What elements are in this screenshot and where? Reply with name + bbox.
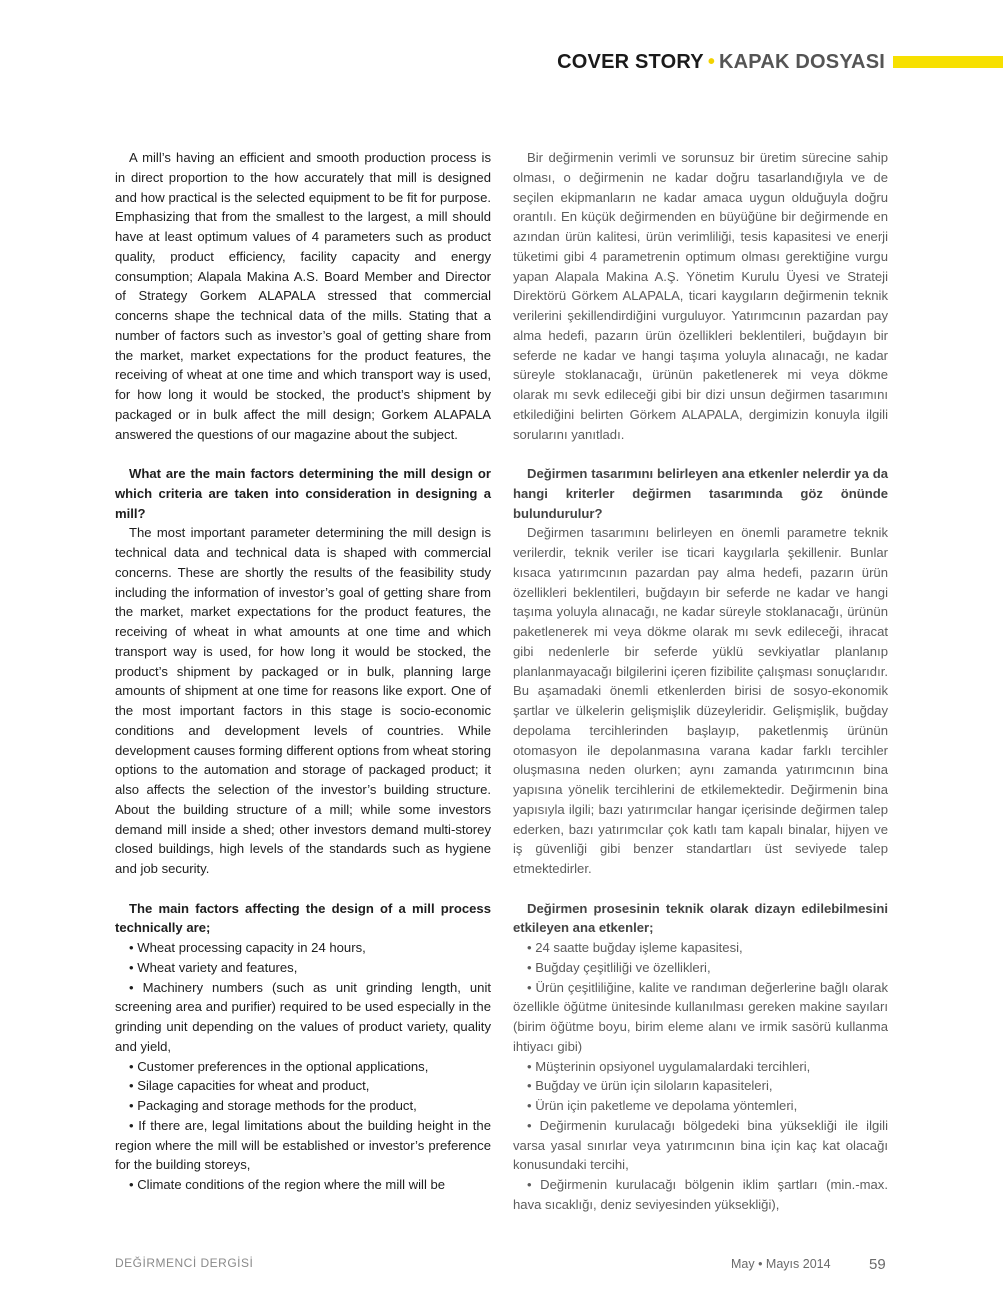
issue-date: May • Mayıs 2014 xyxy=(731,1257,831,1271)
question-heading: Değirmen tasarımını belirleyen ana etkenler nelerdir ya da hangi kriterler değirmen tasarımında göz önünde bulundurulur? xyxy=(513,466,888,521)
section-title-en: COVER STORY xyxy=(557,51,704,73)
bullet-item: • If there are, legal limitations about the building height in the region where the mill will be established or investor’s preference for the building storeys, xyxy=(115,1117,491,1173)
magazine-name: DEĞİRMENCİ DERGİSİ xyxy=(115,1256,254,1270)
paragraph-gap xyxy=(513,879,888,899)
bullet-item: • Machinery numbers (such as unit grinding length, unit screening area and purifier) required to be used especially in the grinding unit depending on the values of product variety, quality and yield, xyxy=(115,979,491,1054)
bullet-item: • Climate conditions of the region where the mill will be xyxy=(129,1177,446,1192)
turkish-column xyxy=(513,148,888,1215)
factors-heading: Değirmen prosesinin teknik olarak dizayn edilebilmesini etkileyen ana etkenler; xyxy=(513,900,888,936)
bullet-item: • Ürün için paketleme ve depolama yöntemleri, xyxy=(527,1098,798,1113)
bullet-item: • Buğday ve ürün için siloların kapasiteleri, xyxy=(527,1078,773,1094)
bullet-item: • Wheat variety and features, xyxy=(129,959,298,975)
factors-heading: The main factors affecting the design of a mill process technically are; xyxy=(115,900,491,936)
intro-paragraph: Bir değirmenin verimli ve sorunsuz bir üretim sürecine sahip olması, o değirmenin ne kadar doğru tasarlandığıyla ve de seçilen ekipmanların ne kadar amaca uygun olduğuyla doğru orantılı. En küçük değirmenden en büyüğüne bir değirmende en azından ürün kalitesi, ürün verimliliği, tesis kapasitesi ve enerji tüketimi gibi 4 parametrenin optimum olması gerektiğine vurgu yapan Alapala Makina A.Ş. Yönetim Kurulu Üyesi ve Strateji Direktörü Görkem ALAPALA, ticari kaygıların değirmenin teknik verilerini şekillendirdiğini vurguluyor. Yatırımcının pazardan pay alma hedefi, pazarın ürün özellikleri beklentileri, buğdayın bir seferde ne kadar ve hangi taşıma yoluyla alınacağı, ne kadar süreyle stoklanacağı, ürünün paketlenerek mi veya dökme olarak mı sevk edileceği gibi bir dizi unsun değirmen tasarımını etkilediğini belirten Görkem ALAPALA, dergimizin konuyla ilgili sorularını yanıtladı. xyxy=(513,150,888,442)
bullet-item: • Wheat processing capacity in 24 hours, xyxy=(129,940,366,955)
paragraph-gap xyxy=(115,444,491,464)
bullet-item: • Buğday çeşitliliği ve özellikleri, xyxy=(527,959,711,975)
answer-paragraph: Değirmen tasarımını belirleyen en önemli parametre teknik verilerdir, teknik veriler ise ticari kaygılarla şekillenir. Bunlar kısaca yatırımcının pazardan pay alma hedefi, pazarın ürün özellikleri beklentileri, buğdayın bir seferde ne kadar ve hangi taşıma yoluyla alınacağı, ne kadar süreyle stoklanacağı, ürünün paketlenerek mi veya dökme olarak mı sevk edileceği, ihracat gibi nedenlerle bir seferde yüklü sevkiyatlar planlanıp planlanmayacağı bilgilerini içeren fizibilite çalışması sonuçlarıdır. Bu aşamadaki önemli etkenlerden birisi de sosyo-ekonomik şartlar ve ülkelerin gelişmişlik düzeyleridir. Gelişmişlik, buğday depolama tercihlerinden başlayıp, paketlenmiş ürünün otomasyon ile depolanmasına varana kadar farklı tercihler oluşmasına neden olurken; aynı zamanda yatırımcının bina yapısına yönelik tercihlerini de etkilemektedir. Değirmenin bina yapısıyla ilgili; bazı yatırımcılar hangar içerisinde değirmen talep ederken, bazı yatırımcılar çok katlı tam kapalı binalar, hijyen ve iş güvenliği gibi benzer standartları üst seviyede talep etmektedirler. xyxy=(513,525,888,876)
answer-paragraph: The most important parameter determining the mill design is technical data and technical data is shaped with commercial concerns. These are shortly the results of the feasibility study including the information of investor’s goal of getting share from the market, market expectations for the product features, the receiving of wheat in what amounts at one time and which transport way is used, for how long it would be stocked, the product’s shipment by packaged or in bulk, planning large amounts of shipment at one time for reasons like export. One of the most important factors in this stage is socio-economic conditions and development levels of countries. While development causes forming different options from wheat storing options to the automation and storage of packaged product; it also affects the selection of the investor’s building structure. About the building structure of a mill; while some investors demand mill inside a shed; other investors demand multi-storey closed buildings, high levels of the standards such as hygiene and job security. xyxy=(115,525,491,876)
bullet-item: • Müşterinin opsiyonel uygulamalardaki tercihleri, xyxy=(527,1058,811,1074)
intro-paragraph: A mill’s having an efficient and smooth production process is in direct proportion to the how accurately that mill is designed and how practical is the selected equipment to be fit for purpose. Emphasizing that from the smallest to the largest, a mill should have at least optimum values of 4 parameters such as product quality, product efficiency, facility capacity and energy consumption; Alapala Makina A.S. Board Member and Director of Strategy Gorkem ALAPALA stressed that commercial concerns shape the technical data of the mills. Stating that a number of factors such as investor’s goal of getting share from the market, market expectations for the product features, the receiving of wheat at one time and which transport way is used, for how long it would be stocked, the product’s shipment by packaged or in bulk affect the mill design; Gorkem ALAPALA answered the questions of our magazine about the subject. xyxy=(115,150,491,442)
header-accent-bar xyxy=(893,56,1003,68)
bullet-item: • Değirmenin kurulacağı bölgedeki bina yüksekliği ile ilgili varsa yasal sınırlar veya yatırımcının bina için kaç kat olacağı konusundaki tercihi, xyxy=(513,1117,888,1173)
bullet-item: • Değirmenin kurulacağı bölgenin iklim şartları (min.-max. hava sıcaklığı, deniz seviyesinden yüksekliği), xyxy=(513,1177,888,1212)
paragraph-gap xyxy=(115,879,491,899)
english-column xyxy=(115,148,491,1195)
bullet-item: • Packaging and storage methods for the product, xyxy=(129,1098,417,1113)
bullet-item: • Ürün çeşitliliğine, kalite ve randıman değerlerine bağlı olarak özellikle öğütme ünitesinde kullanılması gereken makine sayıları (birim öğütme boyu, birim eleme alanı ve irmik sasörü kullanma ihtiyacı gibi) xyxy=(513,979,888,1054)
bullet-item: • Customer preferences in the optional applications, xyxy=(129,1058,429,1074)
page-header xyxy=(0,50,1003,76)
question-heading: What are the main factors determining the mill design or which criteria are taken into consideration in designing a mill? xyxy=(115,466,491,521)
title-separator: • xyxy=(707,51,716,73)
section-title-tr: KAPAK DOSYASI xyxy=(719,51,885,73)
section-title xyxy=(557,50,885,74)
bullet-item: • 24 saatte buğday işleme kapasitesi, xyxy=(527,940,743,955)
bullet-item: • Silage capacities for wheat and product, xyxy=(129,1078,370,1094)
paragraph-gap xyxy=(513,444,888,464)
page-number: 59 xyxy=(869,1256,886,1273)
